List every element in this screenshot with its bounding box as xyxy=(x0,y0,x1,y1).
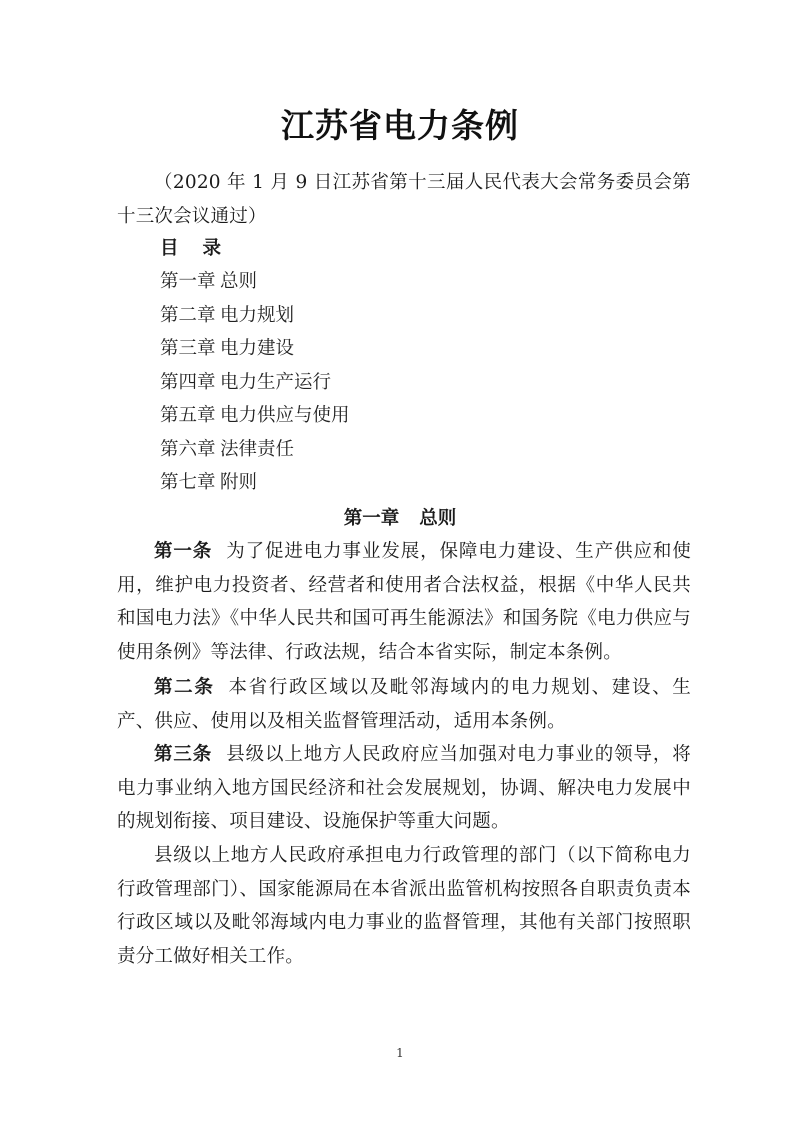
toc-item xyxy=(160,332,350,366)
toc-chapter-number: 第五章 xyxy=(160,405,216,426)
article-text: 县级以上地方人民政府应当加强对电力事业的领导，将电力事业纳入地方国民经济和社会发展规划，协调、解决电力发展中的规划衔接、项目建设、设施保护等重大问题。 xyxy=(117,744,691,832)
toc-chapter-number: 第四章 xyxy=(160,371,216,393)
article-label: 第二条 xyxy=(154,677,215,698)
toc-chapter-number: 第一章 xyxy=(160,271,216,292)
toc-chapter-name: 电力生产运行 xyxy=(220,371,332,393)
adoption-note: （2020 年 1 月 9 日江苏省第十三届人民代表大会常务委员会第十三次会议通过） xyxy=(117,172,691,227)
toc-chapter-name: 总则 xyxy=(220,271,258,292)
chapter-name: 总则 xyxy=(419,508,457,529)
chapter-number: 第一章 xyxy=(343,508,400,529)
article-3-paragraph-2: 县级以上地方人民政府承担电力行政管理的部门（以下简称电力行政管理部门）、国家能源局在本省派出监管机构按照各自职责负责本行政区域以及毗邻海域内电力事业的监督管理，其他有关部门按照职责分工做好相关工作。 xyxy=(117,845,691,967)
article-1 xyxy=(117,535,691,669)
toc-item xyxy=(160,433,350,467)
article-3 xyxy=(117,738,691,839)
toc-item xyxy=(160,399,350,433)
toc-chapter-number: 第七章 xyxy=(160,472,216,493)
toc-item xyxy=(160,299,350,333)
toc-chapter-name: 电力规划 xyxy=(220,304,295,326)
article-label: 第一条 xyxy=(154,541,213,562)
toc-chapter-number: 第六章 xyxy=(160,438,216,460)
article-label: 第三条 xyxy=(154,744,213,765)
toc-chapter-number: 第三章 xyxy=(160,338,216,359)
article-2 xyxy=(117,671,691,738)
toc-chapter-name: 电力建设 xyxy=(220,338,295,359)
toc-chapter-name: 电力供应与使用 xyxy=(220,405,350,426)
article-text: 为了促进电力事业发展，保障电力建设、生产供应和使用，维护电力投资者、经营者和使用者合法权益，根据《中华人民共和国电力法》《中华人民共和国可再生能源法》和国务院《电力供应与使用条例》等法律、行政法规，结合本省实际，制定本条例。 xyxy=(117,541,691,663)
toc-chapter-name: 附则 xyxy=(220,472,258,493)
page-number: 1 xyxy=(396,1046,404,1060)
table-of-contents xyxy=(160,265,350,500)
chapter-heading xyxy=(0,502,800,536)
toc-chapter-name: 法律责任 xyxy=(220,438,295,460)
toc-heading-left: 目 xyxy=(160,238,179,259)
toc-chapter-number: 第二章 xyxy=(160,304,216,326)
toc-item xyxy=(160,366,350,400)
toc-item xyxy=(160,466,350,500)
toc-heading-right: 录 xyxy=(202,238,222,259)
toc-heading xyxy=(160,232,221,266)
article-text: 本省行政区域以及毗邻海域内的电力规划、建设、生产、供应、使用以及相关监督管理活动，适用本条例。 xyxy=(117,677,691,732)
toc-item xyxy=(160,265,350,299)
document-title: 江苏省电力条例 xyxy=(281,106,519,145)
